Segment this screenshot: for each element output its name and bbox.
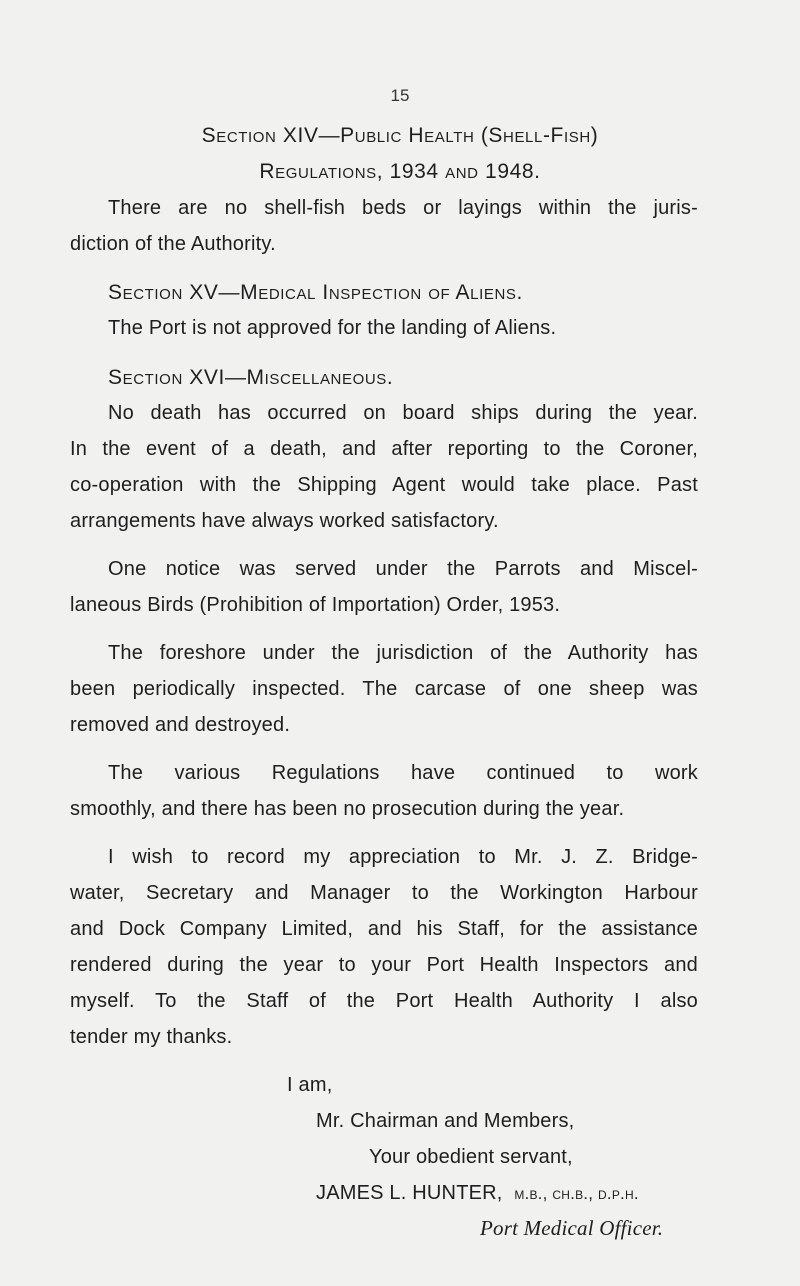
paragraph-line: and Dock Company Limited, and his Staff, for the assistance [70, 918, 698, 940]
paragraph-line: One notice was served under the Parrots and Miscel- [108, 558, 698, 580]
paragraph-line: The various Regulations have continued to work [108, 762, 698, 784]
section-xiv-body-line: diction of the Authority. [70, 233, 276, 255]
paragraph-line: The foreshore under the jurisdiction of the Authority has [108, 642, 698, 664]
section-xiv-heading-line2: Regulations, 1934 and 1948. [259, 160, 541, 183]
paragraph-line: In the event of a death, and after reporting to the Coroner, [70, 438, 698, 460]
paragraph-line: smoothly, and there has been no prosecution during the year. [70, 798, 625, 820]
closing-line: I am, [287, 1074, 333, 1096]
section-xiv-heading-line1: Section XIV—Public Health (Shell-Fish) [201, 124, 599, 147]
signatory-title: Port Medical Officer. [480, 1216, 664, 1240]
page-number: 15 [390, 86, 410, 105]
signature-line [316, 1183, 639, 1203]
section-xvi-heading: Section XVI—Miscellaneous. [108, 366, 394, 389]
paragraph-line: tender my thanks. [70, 1026, 233, 1048]
signatory-name: JAMES L. HUNTER, [316, 1182, 503, 1204]
section-xv-body-line: The Port is not approved for the landing of Aliens. [108, 317, 557, 339]
section-xiv-body-line: There are no shell-fish beds or layings within the juris- [108, 197, 698, 219]
signatory-qualifications: m.b., ch.b., d.p.h. [514, 1184, 639, 1203]
closing-salutation: Mr. Chairman and Members, [316, 1110, 575, 1132]
closing-servant: Your obedient servant, [369, 1146, 573, 1168]
paragraph-line: been periodically inspected. The carcase of one sheep was [70, 678, 698, 700]
paragraph-line: removed and destroyed. [70, 714, 291, 736]
paragraph-line: water, Secretary and Manager to the Workington Harbour [70, 882, 698, 904]
section-xv-heading: Section XV—Medical Inspection of Aliens. [108, 281, 523, 304]
paragraph-line: No death has occurred on board ships during the year. [108, 402, 698, 424]
paragraph-line: myself. To the Staff of the Port Health Authority I also [70, 990, 698, 1012]
paragraph-line: I wish to record my appreciation to Mr. J. Z. Bridge- [108, 846, 698, 868]
paragraph-line: rendered during the year to your Port Health Inspectors and [70, 954, 698, 976]
paragraph-line: co-operation with the Shipping Agent would take place. Past [70, 474, 698, 496]
paragraph-line: arrangements have always worked satisfactory. [70, 510, 499, 532]
paragraph-line: laneous Birds (Prohibition of Importation) Order, 1953. [70, 594, 561, 616]
